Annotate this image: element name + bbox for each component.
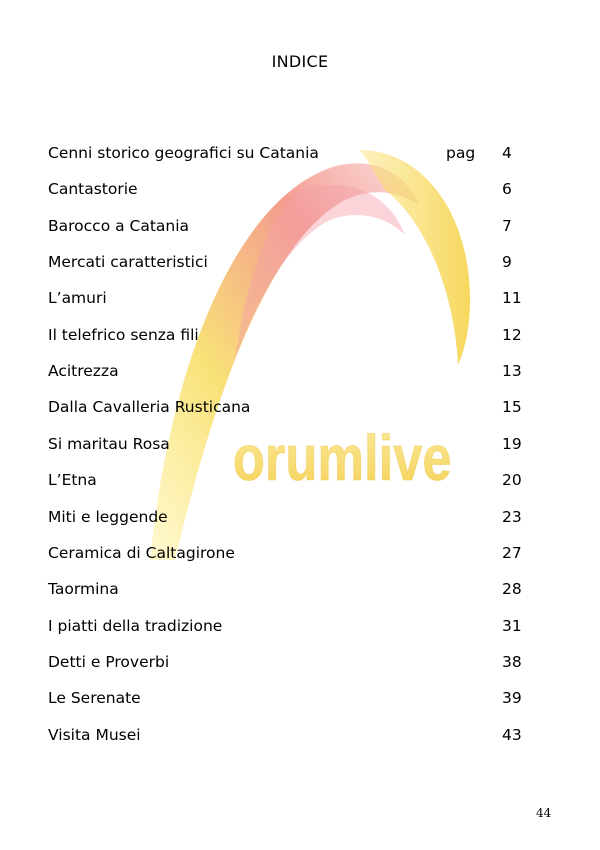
toc-entry-page: 4: [502, 144, 512, 162]
toc-entry-title: Detti e Proverbi: [48, 652, 170, 671]
toc-entry-title: Visita Musei: [48, 725, 141, 744]
toc-row: [48, 142, 548, 164]
toc-row: [48, 615, 548, 637]
toc-entry-page: 15: [502, 398, 522, 417]
toc-entry-page: 12: [502, 325, 522, 344]
toc-row: [48, 251, 548, 273]
toc-entry-title: Miti e leggende: [48, 507, 168, 526]
toc-row: [48, 506, 548, 528]
toc-row: [48, 433, 548, 455]
watermark-text: orumlive: [232, 423, 452, 495]
toc-entry-title: Il telefrico senza fili: [48, 325, 199, 344]
toc-entry-page: 13: [502, 362, 522, 381]
toc-entry-page: 20: [502, 471, 522, 490]
toc-row: [48, 215, 548, 237]
toc-entry-title: Taormina: [48, 580, 119, 599]
toc-entry-page: 27: [502, 543, 522, 562]
toc-entry-page: 7: [502, 216, 512, 235]
toc-entry-page: 38: [502, 652, 522, 671]
page-number: 44: [536, 806, 552, 820]
toc-entry-title: Si maritau Rosa: [48, 434, 170, 453]
pag-label: pag: [446, 144, 476, 162]
toc-row: [48, 578, 548, 600]
toc-entry-title: L’amuri: [48, 289, 107, 308]
toc-row: [48, 542, 548, 564]
toc-entry-page: 39: [502, 689, 522, 708]
page-title: INDICE: [271, 52, 329, 71]
toc-entry-title: Mercati caratteristici: [48, 253, 208, 272]
toc-entry-title: Acitrezza: [48, 362, 119, 381]
toc-row: [48, 651, 548, 673]
toc-entry-title: Barocco a Catania: [48, 216, 190, 235]
toc-entry-title: Cantastorie: [48, 180, 138, 199]
toc-row: [48, 469, 548, 491]
toc-entry-page: 19: [502, 434, 522, 453]
toc-entry-page: 43: [502, 725, 522, 744]
toc-row: [48, 360, 548, 382]
toc-entry-title: Ceramica di Caltagirone: [48, 543, 235, 562]
toc-entry-title: I piatti della tradizione: [48, 616, 223, 635]
toc-row: [48, 724, 548, 746]
toc-entry-page: 23: [502, 507, 522, 526]
toc-row: [48, 287, 548, 309]
toc-entry-page: 6: [502, 180, 512, 199]
toc-row: [48, 396, 548, 418]
toc-row: [48, 324, 548, 346]
toc-row: [48, 687, 548, 709]
toc-entry-page: 28: [502, 580, 522, 599]
toc-entry-title: Cenni storico geografici su Catania: [48, 144, 319, 162]
toc-entry-title: L’Etna: [48, 471, 97, 490]
toc-entry-page: 11: [502, 289, 522, 308]
toc-entry-page: 31: [502, 616, 522, 635]
toc-row: [48, 178, 548, 200]
toc-entry-title: Le Serenate: [48, 689, 141, 708]
toc-entry-title: Dalla Cavalleria Rusticana: [48, 398, 251, 417]
toc-entry-page: 9: [502, 253, 512, 272]
